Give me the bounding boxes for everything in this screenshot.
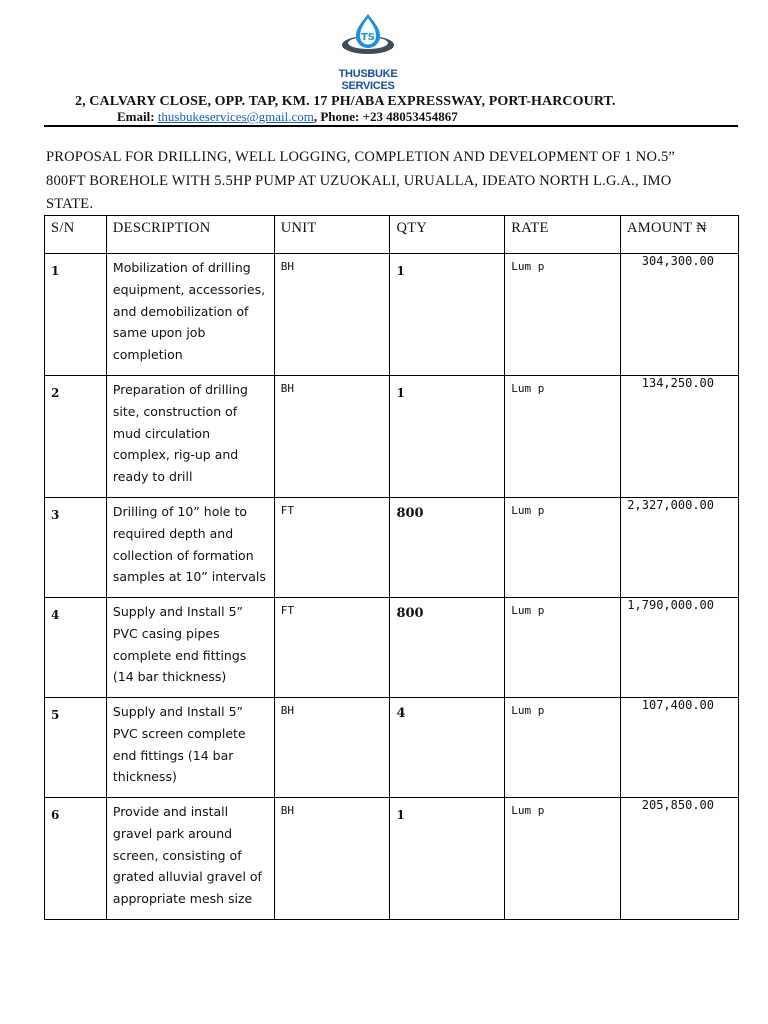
row-description: Mobilization of drilling equipment, accessories, and demobilization of same upon job completion xyxy=(106,254,274,376)
header-rate: RATE xyxy=(505,216,621,254)
table-row xyxy=(45,798,739,920)
row-qty: 1 xyxy=(390,798,505,920)
row-rate: Lum p xyxy=(505,698,621,798)
row-sn: 2 xyxy=(45,376,107,498)
table-row xyxy=(45,376,739,498)
email-link[interactable]: thusbukeservices@gmail.com xyxy=(157,109,314,124)
bill-of-quantities-table xyxy=(44,215,739,920)
row-sn: 4 xyxy=(45,598,107,698)
table-row xyxy=(45,598,739,698)
row-qty: 4 xyxy=(390,698,505,798)
company-address: 2, CALVARY CLOSE, OPP. TAP, KM. 17 PH/ABA EXPRESSWAY, PORT-HARCOURT. xyxy=(75,94,616,109)
row-amount: 134,250.00 xyxy=(620,376,738,498)
header-description: DESCRIPTION xyxy=(106,216,274,254)
header-qty: QTY xyxy=(390,216,505,254)
row-unit: BH xyxy=(274,254,390,376)
header-unit: UNIT xyxy=(274,216,390,254)
row-sn: 1 xyxy=(45,254,107,376)
row-amount: 2,327,000.00 xyxy=(620,498,738,598)
header-amount: AMOUNT ₦ xyxy=(620,216,738,254)
phone-label: , Phone: xyxy=(313,109,363,124)
row-sn: 6 xyxy=(45,798,107,920)
row-description: Provide and install gravel park around screen, consisting of grated alluvial gravel of appropriate mesh size xyxy=(106,798,274,920)
row-amount: 1,790,000.00 xyxy=(620,598,738,698)
header-sn: S/N xyxy=(45,216,107,254)
logo-text: THUSBUKE SERVICES xyxy=(338,68,398,92)
row-qty: 1 xyxy=(390,376,505,498)
row-qty: 1 xyxy=(390,254,505,376)
row-description: Drilling of 10” hole to required depth and collection of formation samples at 10” intervals xyxy=(106,498,274,598)
company-logo xyxy=(318,12,418,92)
row-description: Supply and Install 5” PVC casing pipes complete end fittings (14 bar thickness) xyxy=(106,598,274,698)
email-label: Email: xyxy=(117,109,158,124)
row-unit: BH xyxy=(274,376,390,498)
row-rate: Lum p xyxy=(505,376,621,498)
header-divider xyxy=(44,125,738,127)
row-rate: Lum p xyxy=(505,254,621,376)
row-rate: Lum p xyxy=(505,598,621,698)
row-unit: BH xyxy=(274,798,390,920)
logo-initials: TS xyxy=(360,32,376,43)
row-rate: Lum p xyxy=(505,498,621,598)
table-row xyxy=(45,254,739,376)
row-unit: BH xyxy=(274,698,390,798)
row-sn: 3 xyxy=(45,498,107,598)
table-row xyxy=(45,698,739,798)
proposal-title: PROPOSAL FOR DRILLING, WELL LOGGING, COMPLETION AND DEVELOPMENT OF 1 NO.5” 800FT BOREHOLE WITH 5.5HP PUMP AT UZUOKALI, URUALLA, IDEATO NORTH L.G.A., IMO STATE. xyxy=(46,149,676,212)
contact-line xyxy=(117,109,458,125)
row-rate: Lum p xyxy=(505,798,621,920)
table-header-row xyxy=(45,216,739,254)
phone-number: +23 48053454867 xyxy=(362,109,458,124)
row-qty: 800 xyxy=(390,498,505,598)
row-amount: 205,850.00 xyxy=(620,798,738,920)
row-unit: FT xyxy=(274,598,390,698)
row-amount: 107,400.00 xyxy=(620,698,738,798)
row-amount: 304,300.00 xyxy=(620,254,738,376)
table-row xyxy=(45,498,739,598)
row-description: Supply and Install 5” PVC screen complete end fittings (14 bar thickness) xyxy=(106,698,274,798)
row-sn: 5 xyxy=(45,698,107,798)
row-qty: 800 xyxy=(390,598,505,698)
ts-logo-icon xyxy=(340,12,396,68)
row-unit: FT xyxy=(274,498,390,598)
row-description: Preparation of drilling site, construction of mud circulation complex, rig-up and ready to drill xyxy=(106,376,274,498)
